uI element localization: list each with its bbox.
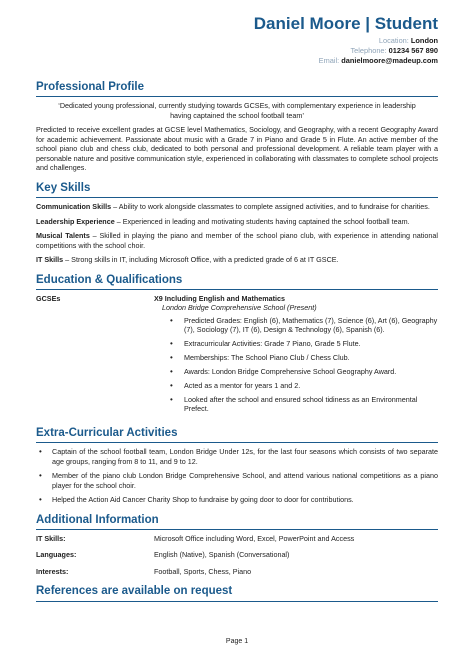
skill-item (36, 255, 438, 265)
additional-info-row (36, 567, 438, 577)
list-item: • Acted as a mentor for years 1 and 2. (170, 381, 438, 391)
extra-curricular-heading: Extra-Curricular Activities (36, 426, 438, 443)
location-label: Location: (378, 35, 409, 45)
profile-heading: Professional Profile (36, 80, 438, 97)
skill-title: Communication Skills (36, 202, 112, 212)
profile-body: Predicted to receive excellent grades at GCSE level Mathematics, Sociology, and Geography, with a recent Geography Award for academic achievement. Passionate about music with a Grade 7 in Piano and Grade 5 in Flute. An active member of the school piano club and chess club, dedicated to both personal and professional development. A reliable team player with a personable nature and positive communication style, experienced in collaborating with classmates to complete school projects and challenges. (36, 125, 438, 173)
extra-curricular-list (36, 447, 438, 505)
list-item: • Predicted Grades: English (6), Mathematics (7), Science (6), Art (6), Geography (7), Sociology (7), IT (6), Design & Technology (6), Spanish (6). (170, 316, 438, 335)
contact-block (36, 36, 438, 67)
list-item: • Helped the Action Aid Cancer Charity Shop to fundraise by going door to door for contributions. (36, 495, 438, 505)
skill-title: IT Skills (36, 255, 64, 265)
telephone-label: Telephone: (350, 45, 387, 55)
skill-item (36, 217, 438, 227)
additional-info-label: IT Skills: (36, 533, 66, 543)
skill-item (36, 202, 438, 212)
profile-quote: ‘Dedicated young professional, currently studying towards GCSEs, with complementary experience in leadership having captained the school football team’ (58, 101, 416, 120)
additional-info-value: English (Native), Spanish (Conversational) (154, 550, 290, 560)
candidate-name: Daniel Moore | Student (253, 14, 438, 33)
education-label: GCSEs (36, 293, 61, 303)
skill-text: – Strong skills in IT, including Microsoft Office, with a predicted grade of 6 at IT GSCE. (63, 255, 339, 265)
additional-info-row (36, 550, 438, 560)
email-line (36, 56, 438, 66)
page-number: Page 1 (225, 637, 249, 645)
skill-text: – Ability to work alongside classmates to complete assigned activities, and to fundraise for charities. (111, 202, 430, 212)
list-item: • Looked after the school and ensured school tidiness as an Environmental Prefect. (170, 395, 438, 414)
additional-info-label: Interests: (36, 566, 69, 576)
education-entry (36, 294, 438, 418)
education-details (154, 294, 438, 418)
location-line (36, 36, 438, 46)
additional-info-value: Football, Sports, Chess, Piano (154, 566, 252, 576)
list-item: • Captain of the school football team, London Bridge Under 12s, for the last four seasons which consists of two separate age groups, ranging from 8 to 11, and 9 to 12. (36, 447, 438, 466)
skill-text: – Experienced in leading and motivating students having captained the school football team. (114, 216, 410, 226)
additional-info-heading: Additional Information (36, 513, 438, 530)
telephone-line (36, 46, 438, 56)
skill-title: Musical Talents (36, 231, 90, 241)
location-value: London (410, 35, 438, 45)
education-school: London Bridge Comprehensive School (Present) (162, 303, 317, 313)
education-heading: Education & Qualifications (36, 273, 438, 290)
list-item: • Extracurricular Activities: Grade 7 Piano, Grade 5 Flute. (170, 339, 438, 349)
additional-info-row (36, 534, 438, 544)
education-bullets (154, 316, 438, 414)
email-value: danielmoore@madeup.com (341, 55, 438, 65)
cv-header (36, 14, 438, 66)
additional-info-value: Microsoft Office including Word, Excel, PowerPoint and Access (154, 533, 355, 543)
skill-item (36, 231, 438, 250)
education-title: X9 Including English and Mathematics (154, 293, 285, 303)
skills-heading: Key Skills (36, 181, 438, 198)
additional-info-label: Languages: (36, 550, 77, 560)
email-label: Email: (318, 55, 340, 65)
list-item: • Memberships: The School Piano Club / Chess Club. (170, 353, 438, 363)
references-heading: References are available on request (36, 584, 438, 601)
list-item: • Awards: London Bridge Comprehensive School Geography Award. (170, 367, 438, 377)
skill-title: Leadership Experience (36, 216, 115, 226)
list-item: • Member of the piano club London Bridge Comprehensive School, and attend various national competitions as a piano player for the school choir. (36, 471, 438, 490)
telephone-value: 01234 567 890 (388, 45, 438, 55)
skill-text: – Skilled in playing the piano and member of the school piano club, with experience in attending national competitions with the school choir. (36, 231, 438, 250)
